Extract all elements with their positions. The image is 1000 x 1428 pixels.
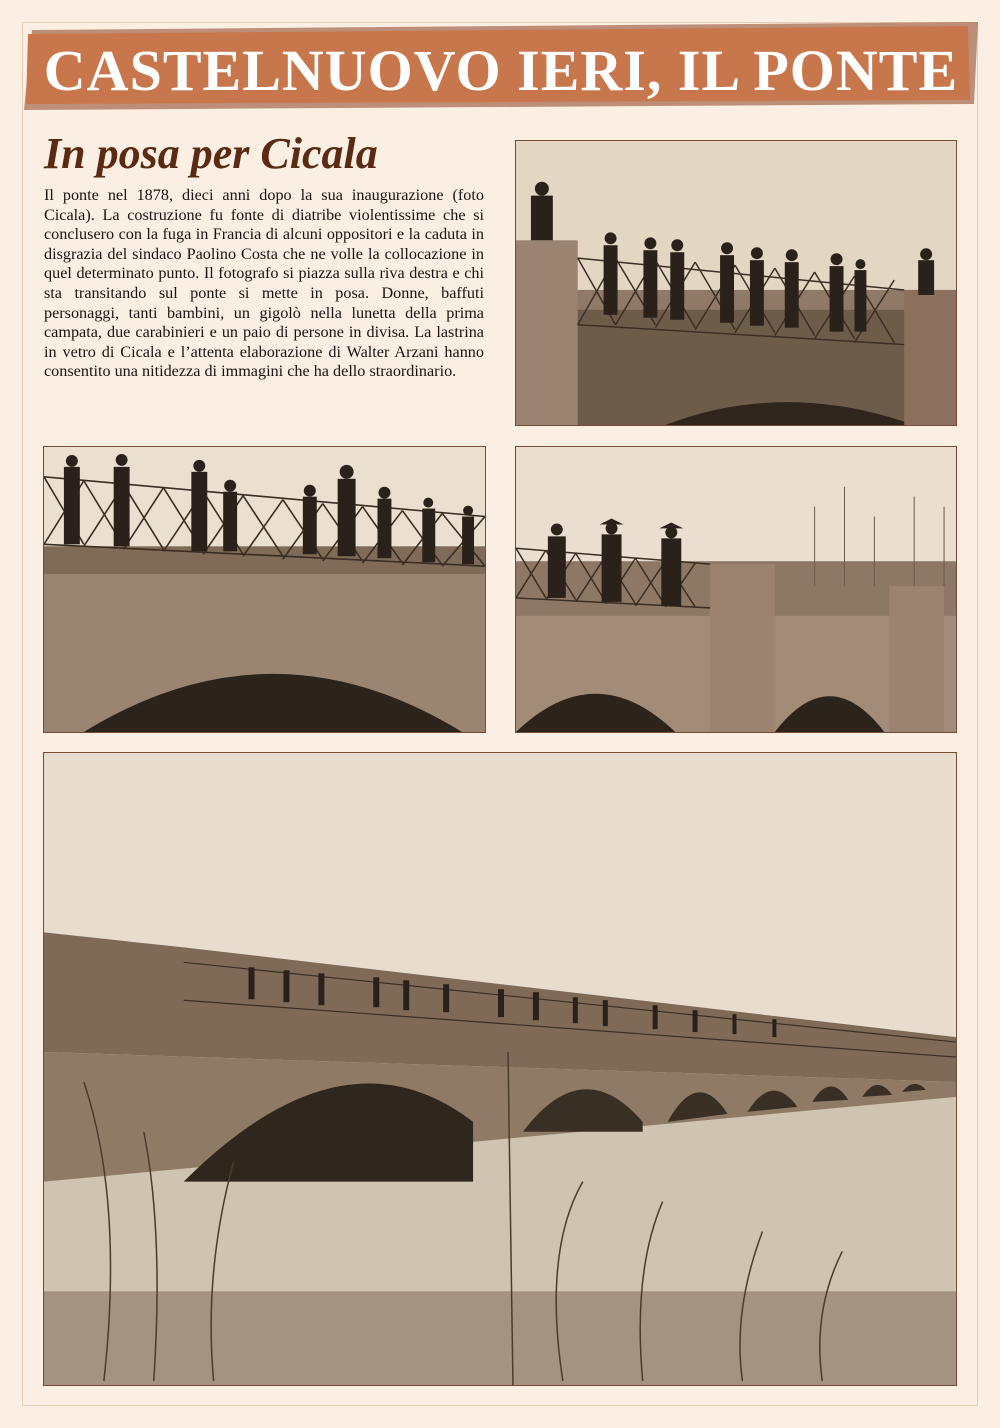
article-title: In posa per Cicala (44, 129, 378, 178)
photo-bridge-people-top-right (515, 140, 957, 426)
article-body: Il ponte nel 1878, dieci anni dopo la sua inaugurazione (foto Cicala). La costruzione fu fonte di diatribe violentissime che si conclusero con la fuga in Francia di alcuni oppositori e la caduta in disgrazia del sindaco Paolino Costa che ne volle la collocazione in quel determinato punto. Il fotografo si piazza sulla riva destra e chi sta transitando sul ponte si mette in posa. Donne, baffuti personaggi, tanti bambini, un gigolò nella lunetta della prima campata, due carabinieri e un paio di persone in divisa. La lastrina in vetro di Cicala e l’attenta elaborazione di Walter Arzani hanno consentito una nitidezza di immagini che ha dello straordinario. (44, 186, 484, 381)
photo-bridge-railing-left (43, 446, 486, 733)
page-title: CASTELNUOVO IERI, IL PONTE (43, 38, 959, 103)
photo-bridge-carabinieri (515, 446, 957, 733)
photo-bridge-river-panorama (43, 752, 957, 1386)
title-banner (24, 22, 978, 110)
